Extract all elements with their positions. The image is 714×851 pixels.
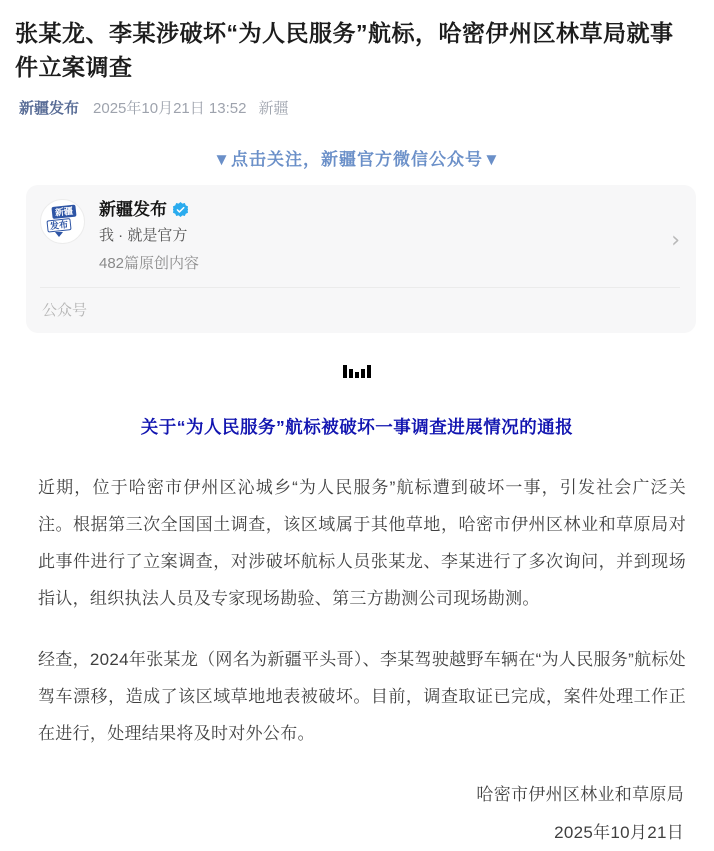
notice-title: 关于“为人民服务”航标被破坏一事调查进展情况的通报 [140, 417, 574, 438]
article-page [0, 16, 714, 850]
signature-date: 2025年10月21日 [554, 822, 684, 842]
account-original-count: 482篇原创内容 [99, 255, 200, 273]
follow-banner[interactable]: ▼点击关注，新疆官方微信公众号▼ [213, 150, 501, 170]
account-tagline: 我 · 就是官方 [99, 227, 188, 245]
account-card-top [40, 199, 680, 274]
avatar-logo-triangle [55, 232, 63, 237]
chevron-right-icon[interactable]: › [671, 227, 680, 253]
body-paragraph-2: 经查，2024年张某龙（网名为新疆平头哥）、李某驾驶越野车辆在“为人民服务”航标处驾车漂移，造成了该区域草地地表被破坏。目前，调查取证已完成，案件处理工作正在进行，处理结果将及时对外公布。 [38, 650, 686, 744]
publish-datetime: 2025年10月21日 13:52 [93, 100, 247, 118]
avatar-logo-bottom: 发布 [47, 218, 72, 232]
mini-bars-placeholder-icon [0, 365, 714, 378]
account-card-name: 新疆发布 [99, 200, 167, 220]
publish-location: 新疆 [258, 100, 289, 118]
avatar-logo-top: 新疆 [52, 205, 77, 219]
verified-badge-icon [173, 202, 188, 217]
account-avatar [40, 199, 85, 244]
account-name-link[interactable]: 新疆发布 [19, 100, 80, 118]
account-card-info [99, 199, 671, 274]
signature-block [0, 776, 684, 851]
account-type-label: 公众号 [42, 302, 88, 320]
body-paragraph-1: 近期，位于哈密市伊州区沁城乡“为人民服务”航标遭到破坏一事，引发社会广泛关注。根据第三次全国国土调查，该区域属于其他草地，哈密市伊州区林业和草原局对此事件进行了立案调查，对涉破坏航标人员张某龙、李某进行了多次询问，并到现场指认，组织执法人员及专家现场勘验、第三方勘测公司现场勘测。 [38, 478, 686, 609]
account-name-row [99, 199, 671, 220]
signature-org: 哈密市伊州区林业和草原局 [476, 785, 684, 805]
official-account-card[interactable] [26, 185, 696, 333]
byline [19, 97, 698, 118]
article-title: 张某龙、李某涉破坏“为人民服务”航标，哈密伊州区林草局就事件立案调查 [15, 20, 674, 81]
